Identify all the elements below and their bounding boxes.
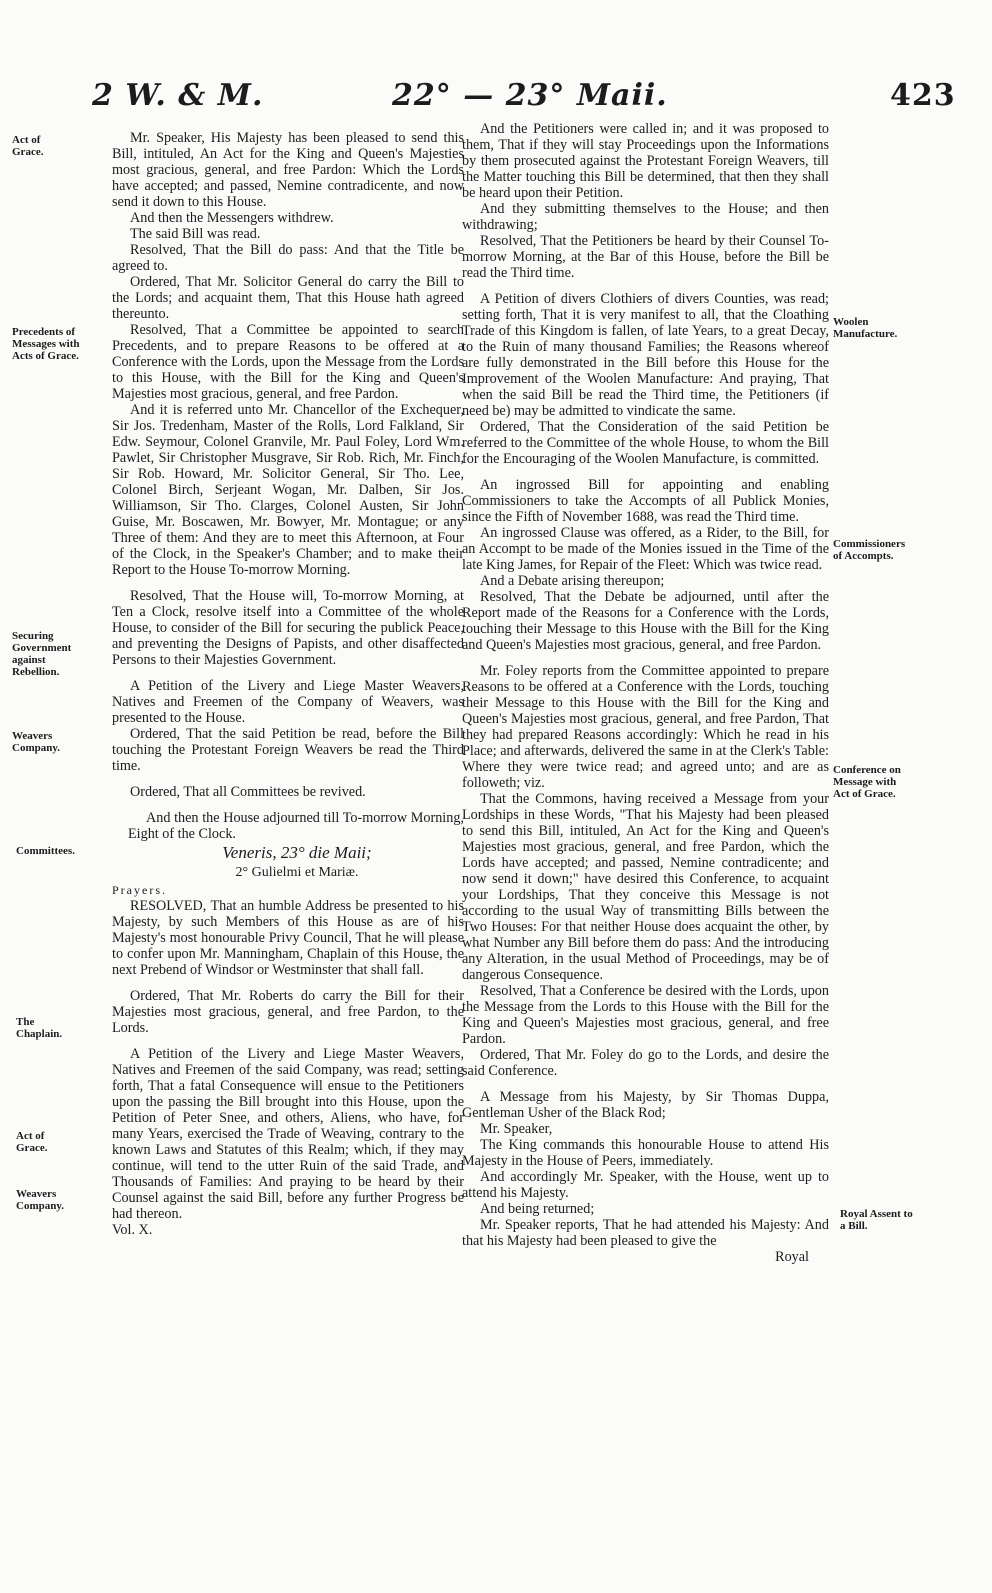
paragraph: Resolved, That a Conference be desired with the Lords, upon the Message from the Lords to this House with the Bill for the King and Queen's Majesties most gracious, general, and free Pardon. [462, 983, 829, 1047]
regnal-subheading: 2° Gulielmi et Mariæ. [235, 865, 359, 880]
paragraph: And the Petitioners were called in; and it was proposed to them, That if they will stay Proceedings upon the Informations by them prosecuted against the Protestant Foreign Weavers, till the Matter touching this Bill be determined, that then they shall be heard upon their Petition. [462, 121, 829, 201]
paragraph: Mr. Speaker reports, That he had attended his Majesty: And that his Majesty had been pleased to give the [462, 1217, 829, 1249]
paragraph: Ordered, That the Consideration of the said Petition be referred to the Committee of the whole House, to whom the Bill for the Encouraging of the Woolen Manufacture, is committed. [462, 419, 829, 467]
paragraph: RESOLVED, That an humble Address be presented to his Majesty, by such Members of this House as are of his Majesty's most honourable Privy Council, That he will please to confer upon Mr. Manningham, Chaplain of this House, the next Prebend of Windsor or Westminster that shall fall. [112, 898, 464, 978]
regnal-year: 2 W. & M. [92, 78, 264, 113]
paragraph: A Petition of the Livery and Liege Master Weavers, Natives and Freemen of the said Company, was read; setting forth, That a fatal Consequence will ensue to the Petitioners upon the passing the Bill brought into this House, upon the Petition of Peter Snee, and others, Aliens, who have, for many Years, exercised the Trade of Weaving, contrary to the known Laws and Statutes of this Realm; which, if they may continue, will tend to the utter Ruin of the said Trade, and Thousands of Families: And praying to be heard by their Counsel against the said Bill, before any further Progress be had thereon. [112, 1046, 464, 1222]
paragraph: And they submitting themselves to the House; and then withdrawing; [462, 201, 829, 233]
paragraph: A Petition of the Livery and Liege Master Weavers, Natives and Freemen of the Company of Weavers, was presented to the House. [112, 678, 464, 726]
paragraph: An ingrossed Clause was offered, as a Rider, to the Bill, for an Accompt to be made of the Monies issued in the Time of the late King James, for Repair of the Fleet: Which was twice read. [462, 525, 829, 573]
margin-note: Conference on Message with Act of Grace. [833, 764, 901, 800]
margin-note: Commissioners of Accompts. [833, 538, 906, 562]
paragraph: The King commands this honourable House to attend His Majesty in the House of Peers, immediately. [462, 1137, 829, 1169]
left-column [112, 130, 464, 1238]
paragraph: Ordered, That all Committees be revived. [130, 784, 366, 800]
margin-note: The Chaplain. [16, 1016, 63, 1040]
paragraph: Resolved, That the Debate be adjourned, until after the Report made of the Reasons for a Conference with the Lords, touching their Message to this House with the Bill for the King and Queen's Majesties most gracious, general, and free Pardon. [462, 589, 829, 653]
paragraph: Resolved, That the Bill do pass: And that the Title be agreed to. [112, 242, 464, 274]
paragraph: Resolved, That a Committee be appointed to search Precedents, and to prepare Reasons to be offered at a Conference with the Lords, upon the Message from the Lords to this House, with the Bill for the King and Queen's Majesties most gracious, general, and free Pardon. [112, 322, 464, 402]
paragraph: And then the Messengers withdrew. [130, 210, 334, 226]
paragraph: A Petition of divers Clothiers of divers Counties, was read; setting forth, That it is very manifest to all, that the Cloathing Trade of this Kingdom is fallen, of late Years, to a great Decay, to the Ruin of many thousand Families; the Reasons whereof are fully demonstrated in the Bill before this House for the Improvement of the Woolen Manufacture: And praying, That when the said Bill be read the Third time, the Petitioners (if need be) may be admitted to vindicate the same. [462, 291, 829, 419]
date-range: 22° — 23° Maii. [392, 78, 668, 113]
margin-note: Securing Government against Rebellion. [12, 630, 72, 678]
paragraph: And accordingly Mr. Speaker, with the House, went up to attend his Majesty. [462, 1169, 829, 1201]
day-heading: Veneris, 23° die Maii; [222, 843, 372, 862]
paragraph: An ingrossed Bill for appointing and enabling Commissioners to take the Accompts of all Publick Monies, since the Fifth of November 1688, was read the Third time. [462, 477, 829, 525]
running-head [0, 78, 992, 122]
paragraph: And it is referred unto Mr. Chancellor of the Exchequer, Sir Jos. Tredenham, Master of the Rolls, Lord Falkland, Sir Edw. Seymour, Colonel Granvile, Mr. Paul Foley, Lord Wm. Pawlet, Sir Christopher Musgrave, Sir Rob. Rich, Mr. Finch, Sir Rob. Howard, Mr. Solicitor General, Sir Tho. Lee, Colonel Birch, Serjeant Wogan, Mr. Dalben, Sir Jos. Williamson, Sir Tho. Clarges, Colonel Austen, Sir John Guise, Mr. Boscawen, Mr. Bowyer, Mr. Montague; or any Three of them: And they are to meet this Afternoon, at Four of the Clock, in the Speaker's Chamber; and to make their Report to the House To-morrow Morning. [112, 402, 464, 578]
paragraph: Ordered, That Mr. Foley do go to the Lords, and desire the said Conference. [462, 1047, 829, 1079]
margin-note: Committees. [16, 845, 75, 857]
catchword: Royal [775, 1249, 809, 1265]
right-column [462, 121, 829, 1265]
paragraph: Mr. Foley reports from the Committee appointed to prepare Reasons to be offered at a Conference with the Lords, touching their Message to this House with the Bill for the King and Queen's Majesties most gracious, general, and free Pardon, That they had prepared Reasons accordingly: Which he read in his Place; and afterwards, delivered the same in at the Clerk's Table: Where they were twice read; and agreed unto; and are as followeth; viz. [462, 663, 829, 791]
paragraph: The said Bill was read. [130, 226, 261, 242]
paragraph: Ordered, That Mr. Roberts do carry the Bill for their Majesties most gracious, general, and free Pardon, to the Lords. [112, 988, 464, 1036]
paragraph: And being returned; [480, 1201, 595, 1217]
paragraph: That the Commons, having received a Message from your Lordships in these Words, "That his Majesty had been pleased to send this Bill, intituled, An Act for the King and Queen's Majesties most gracious, general, and free Pardon, which the Lords have accepted; and passed, Nemine contradicente; and now send it down;" have desired this Conference, to acquaint your Lordships, That they conceive this Message is not according to the usual Way of transmitting Bills between the Two Houses: For that neither House does acquaint the other, by what Number any Bill before them do pass: And the introducing any Alteration, in the usual Method of Proceedings, may be of dangerous Consequence. [462, 791, 829, 983]
margin-note: Act of Grace. [16, 1130, 48, 1154]
paragraph: Mr. Speaker, His Majesty has been pleased to send this Bill, intituled, An Act for the King and Queen's Majesties most gracious, general, and free Pardon: Which the Lords have accepted; and passed, Nemine contradicente, and now send it down to this House. [112, 130, 464, 210]
paragraph: A Message from his Majesty, by Sir Thomas Duppa, Gentleman Usher of the Black Rod; [462, 1089, 829, 1121]
margin-note: Precedents of Messages with Acts of Grace. [12, 326, 80, 362]
paragraph: Ordered, That Mr. Solicitor General do carry the Bill to the Lords; and acquaint them, That this House hath agreed thereunto. [112, 274, 464, 322]
margin-note: Weavers Company. [16, 1188, 64, 1212]
paragraph: Ordered, That the said Petition be read, before the Bill touching the Protestant Foreign Weavers be read the Third time. [112, 726, 464, 774]
margin-note: Act of Grace. [12, 134, 44, 158]
paragraph: Resolved, That the House will, To-morrow Morning, at Ten a Clock, resolve itself into a Committee of the whole House, to consider of the Bill for securing the publick Peace, and preventing the Designs of Papists, and other disaffected Persons to their Majesties Government. [112, 588, 464, 668]
margin-note: Woolen Manufacture. [833, 316, 898, 340]
prayers-label: Prayers. [112, 883, 167, 897]
volume-signature: Vol. X. [112, 1222, 153, 1238]
paragraph: Resolved, That the Petitioners be heard by their Counsel To-morrow Morning, at the Bar of this House, before the Bill be read the Third time. [462, 233, 829, 281]
page-number: 423 [890, 78, 956, 113]
paragraph: And a Debate arising thereupon; [480, 573, 665, 589]
paragraph: Mr. Speaker, [480, 1121, 553, 1137]
margin-note: Weavers Company. [12, 730, 60, 754]
margin-note: Royal Assent to a Bill. [840, 1208, 913, 1232]
adjournment-note: And then the House adjourned till To-morrow Morning, Eight of the Clock. [128, 810, 464, 842]
